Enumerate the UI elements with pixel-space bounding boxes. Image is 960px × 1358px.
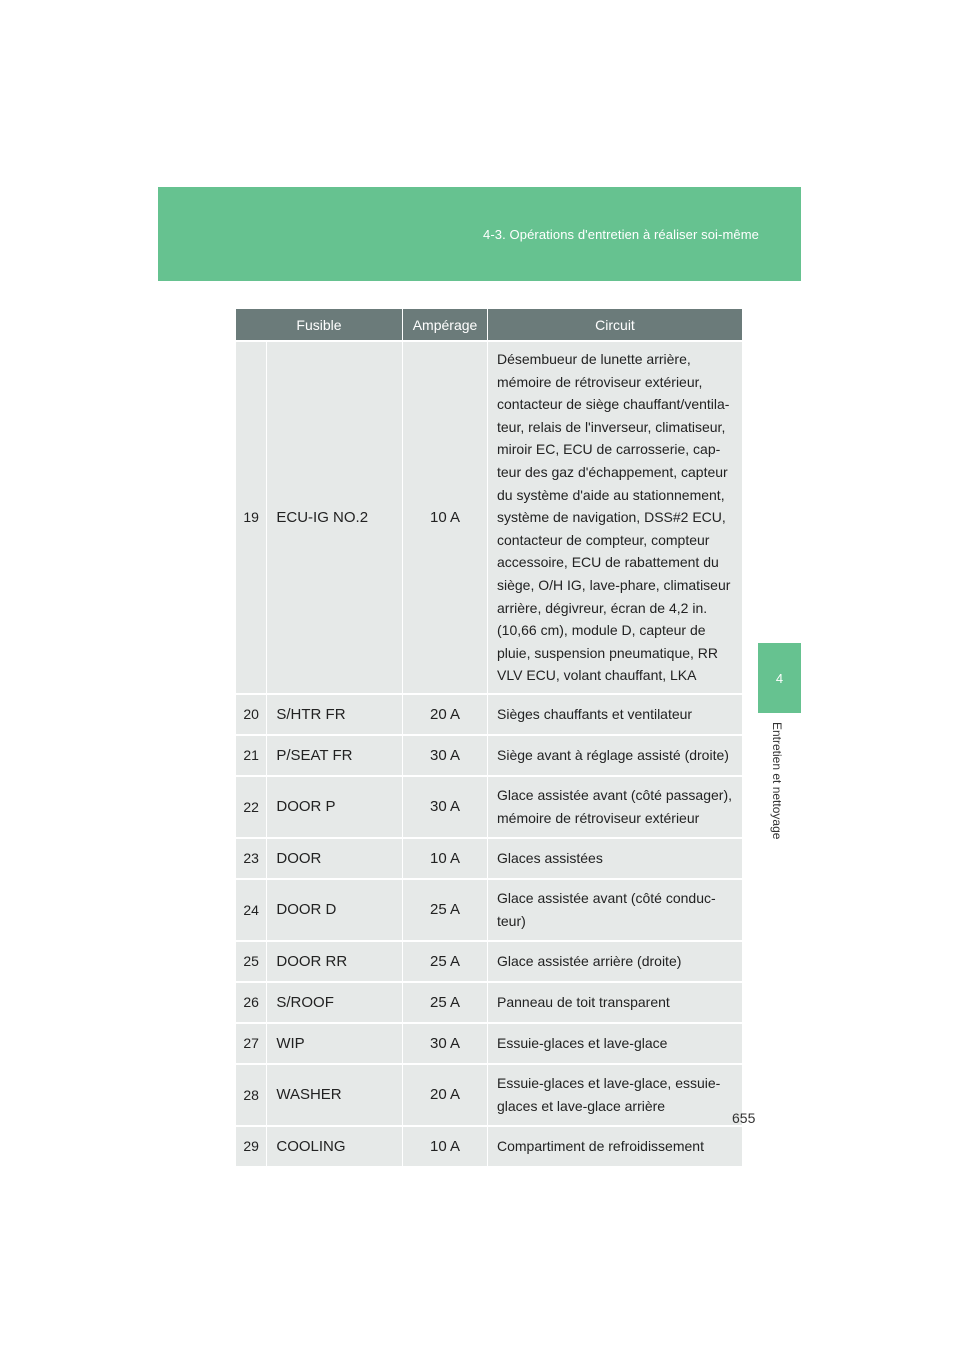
header-circuit: Circuit [488, 309, 743, 341]
chapter-tab [758, 643, 801, 713]
table-row [236, 982, 743, 1023]
fuse-amperage: 30 A [403, 1023, 488, 1064]
fuse-circuit: Panneau de toit transparent [488, 982, 743, 1023]
fuse-name: WASHER [267, 1064, 403, 1126]
fuse-name: ECU-IG NO.2 [267, 341, 403, 694]
table-header-row [236, 309, 743, 341]
fuse-amperage: 10 A [403, 341, 488, 694]
fuse-circuit: Glace assistée avant (côté passager), mémoire de rétroviseur extérieur [488, 776, 743, 838]
fuse-amperage: 20 A [403, 694, 488, 735]
fuse-amperage: 10 A [403, 1126, 488, 1166]
table-row [236, 694, 743, 735]
fuse-name: P/SEAT FR [267, 735, 403, 776]
chapter-label: Entretien et nettoyage [770, 722, 784, 840]
header-band [158, 187, 801, 281]
chapter-number: 4 [775, 670, 784, 686]
table-row [236, 838, 743, 879]
section-title: 4-3. Opérations d'entretien à réaliser soi-même [483, 227, 759, 242]
table-row [236, 776, 743, 838]
fuse-circuit: Désembueur de lunette arrière, mémoire de rétroviseur extérieur, contacteur de siège chauffant/ventila-teur, relais de l'inverseur, climatiseur, miroir EC, ECU de carrosserie, cap-teur des gaz d'échappement, capteur du système d'aide au stationnement, système de navigation, DSS#2 ECU, contacteur de compteur, compteur accessoire, ECU de rabattement du siège, O/H IG, lave-phare, climatiseur arrière, dégivreur, écran de 4,2 in. (10,66 cm), module D, capteur de pluie, suspension pneumatique, RR VLV ECU, volant chauffant, LKA [488, 341, 743, 694]
fuse-amperage: 30 A [403, 735, 488, 776]
fuse-amperage: 25 A [403, 879, 488, 941]
fuse-circuit: Glace assistée arrière (droite) [488, 941, 743, 982]
fuse-circuit: Essuie-glaces et lave-glace, essuie-glaces et lave-glace arrière [488, 1064, 743, 1126]
header-fuse: Fusible [236, 309, 403, 341]
fuse-number: 24 [236, 879, 267, 941]
table-row [236, 1126, 743, 1166]
table-row [236, 341, 743, 694]
fuse-table [236, 309, 743, 1166]
fuse-amperage: 25 A [403, 982, 488, 1023]
fuse-name: S/HTR FR [267, 694, 403, 735]
chapter-label-wrap [770, 722, 790, 862]
fuse-circuit: Sièges chauffants et ventilateur [488, 694, 743, 735]
fuse-number: 26 [236, 982, 267, 1023]
fuse-number: 27 [236, 1023, 267, 1064]
fuse-number: 22 [236, 776, 267, 838]
fuse-amperage: 30 A [403, 776, 488, 838]
fuse-number: 21 [236, 735, 267, 776]
fuse-number: 20 [236, 694, 267, 735]
fuse-circuit: Glace assistée avant (côté conduc-teur) [488, 879, 743, 941]
table-row [236, 941, 743, 982]
table-row [236, 1064, 743, 1126]
fuse-number: 29 [236, 1126, 267, 1166]
fuse-number: 19 [236, 341, 267, 694]
fuse-amperage: 10 A [403, 838, 488, 879]
fuse-circuit: Glaces assistées [488, 838, 743, 879]
table-row [236, 735, 743, 776]
fuse-number: 23 [236, 838, 267, 879]
fuse-amperage: 20 A [403, 1064, 488, 1126]
fuse-name: COOLING [267, 1126, 403, 1166]
fuse-name: DOOR [267, 838, 403, 879]
fuse-number: 28 [236, 1064, 267, 1126]
fuse-name: DOOR P [267, 776, 403, 838]
fuse-circuit: Essuie-glaces et lave-glace [488, 1023, 743, 1064]
fuse-number: 25 [236, 941, 267, 982]
fuse-name: DOOR D [267, 879, 403, 941]
page-number: 655 [732, 1110, 756, 1126]
fuse-circuit: Compartiment de refroidissement [488, 1126, 743, 1166]
fuse-name: S/ROOF [267, 982, 403, 1023]
table-row [236, 879, 743, 941]
fuse-amperage: 25 A [403, 941, 488, 982]
fuse-name: WIP [267, 1023, 403, 1064]
fuse-name: DOOR RR [267, 941, 403, 982]
header-amperage: Ampérage [403, 309, 488, 341]
table-row [236, 1023, 743, 1064]
fuse-circuit: Siège avant à réglage assisté (droite) [488, 735, 743, 776]
